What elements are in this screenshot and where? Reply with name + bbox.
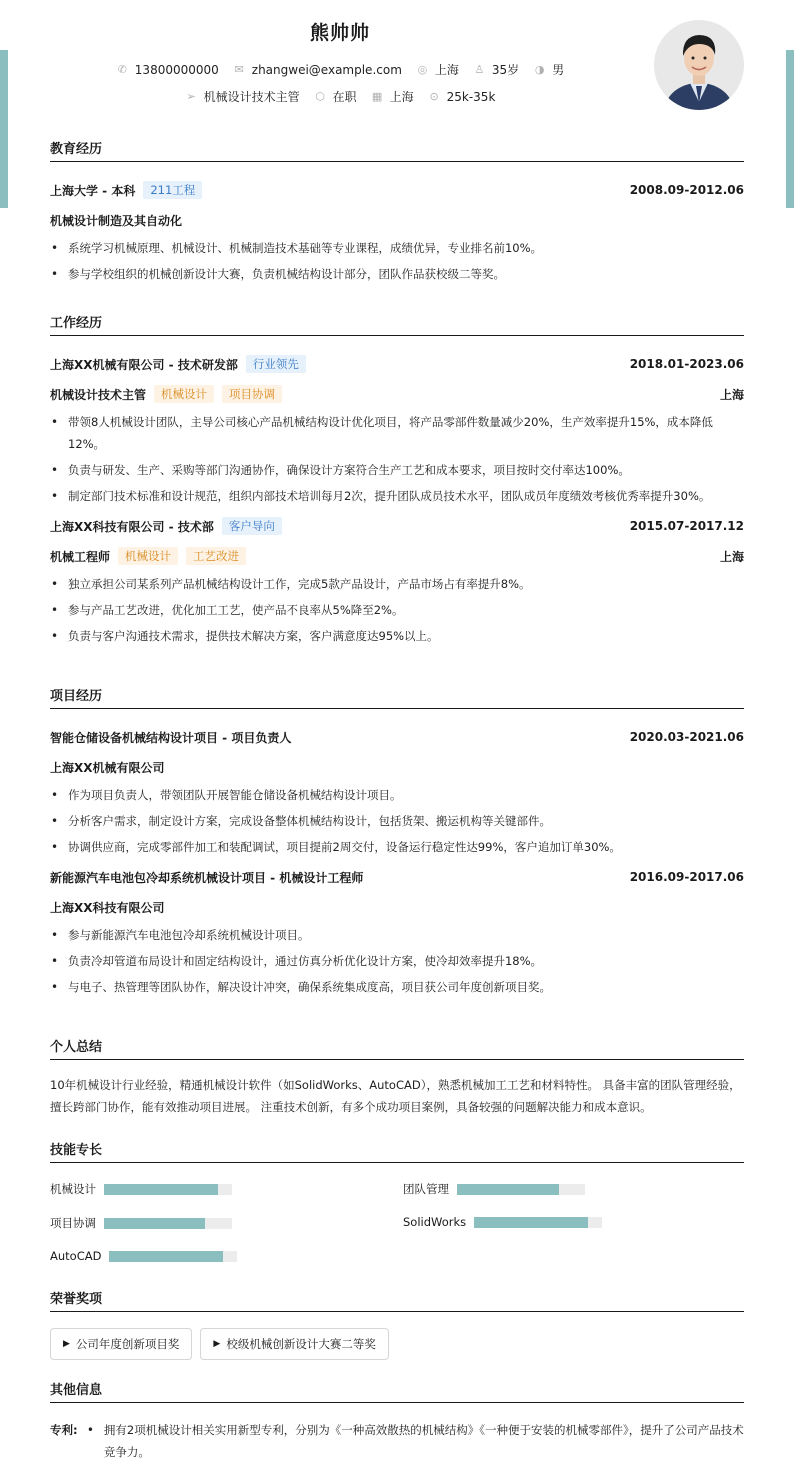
project-company-row xyxy=(50,896,744,918)
list-item: • 系统学习机械原理、机械设计、机械制造技术基础等专业课程，成绩优异，专业排名前10%。 xyxy=(50,237,744,259)
city-text: 上海 xyxy=(434,63,459,77)
summary-section xyxy=(50,1037,744,1118)
mail-icon: ✉ xyxy=(234,63,244,76)
school-name: 上海大学 - 本科 xyxy=(50,183,136,198)
skill-name: 团队管理 xyxy=(403,1182,449,1196)
avatar xyxy=(654,20,744,110)
list-item: • 参与学校组织的机械创新设计大赛，负责机械结构设计部分，团队作品获校级二等奖。 xyxy=(50,263,744,285)
list-item: • 带领8人机械设计团队，主导公司核心产品机械结构设计优化项目，将产品零部件数量减少20%，生产效率提升15%，成本降低12%。 xyxy=(50,411,744,455)
summary-title: 个人总结 xyxy=(50,1037,744,1060)
age-text: 35岁 xyxy=(491,63,520,77)
job-location: 上海 xyxy=(719,387,744,402)
company-tag: 客户导向 xyxy=(222,517,282,535)
major-row xyxy=(50,209,744,231)
skill-bar xyxy=(457,1184,585,1195)
skills-title: 技能专长 xyxy=(50,1140,744,1163)
skill-name: 项目协调 xyxy=(50,1216,96,1230)
role-tag: 机械设计 xyxy=(154,385,214,403)
send-icon: ➢ xyxy=(186,90,196,103)
list-item: • 负责与客户沟通技术需求，提供技术解决方案，客户满意度达95%以上。 xyxy=(50,625,744,647)
patent-label: 专利: xyxy=(50,1423,78,1437)
gender-icon: ◑ xyxy=(534,63,545,76)
other-title: 其他信息 xyxy=(50,1380,744,1403)
job-head xyxy=(50,353,744,375)
candidate-name: 熊帅帅 xyxy=(309,22,370,44)
honor-chip xyxy=(50,1328,192,1360)
skills-grid xyxy=(50,1175,744,1285)
job-role: 机械工程师 xyxy=(50,549,111,564)
project-company: 上海XX机械有限公司 xyxy=(50,760,165,775)
company-name: 上海XX科技有限公司 - 技术部 xyxy=(50,519,214,534)
patent-list xyxy=(86,1419,744,1463)
skill-item xyxy=(403,1181,585,1197)
skill-bar-fill xyxy=(474,1217,588,1228)
job-role: 机械设计技术主管 xyxy=(50,387,147,402)
role-tag: 项目协调 xyxy=(222,385,282,403)
project-period: 2020.03-2021.06 xyxy=(629,730,744,744)
work-section xyxy=(50,313,744,647)
skill-bar-fill xyxy=(457,1184,559,1195)
skill-item xyxy=(50,1215,232,1231)
skill-item xyxy=(403,1215,602,1229)
job-role-row xyxy=(50,383,744,405)
project-company: 上海XX科技有限公司 xyxy=(50,900,165,915)
honor-chip xyxy=(200,1328,388,1360)
honors-title: 荣誉奖项 xyxy=(50,1289,744,1312)
project-bullets xyxy=(50,784,744,858)
skills-section xyxy=(50,1140,744,1285)
honor-text: 校级机械创新设计大赛二等奖 xyxy=(226,1337,376,1351)
phone-icon: ✆ xyxy=(117,63,127,76)
summary-text: 10年机械设计行业经验，精通机械设计软件（如SolidWorks、AutoCAD），熟悉机械加工工艺和材料特性。 具备丰富的团队管理经验，擅长跨部门协作，能有效推动项目进展。 注重技术创新，有多个成功项目案例，具备较强的问题解决能力和成本意识。 xyxy=(50,1078,741,1114)
status-icon: ⬡ xyxy=(315,90,325,103)
avatar-photo xyxy=(654,20,744,110)
projects-title: 项目经历 xyxy=(50,686,744,709)
skill-name: AutoCAD xyxy=(50,1249,102,1263)
company-tag: 行业领先 xyxy=(246,355,306,373)
list-item: • 参与新能源汽车电池包冷却系统机械设计项目。 xyxy=(50,924,744,946)
job-bullets xyxy=(50,411,744,507)
company-name: 上海XX机械有限公司 - 技术研发部 xyxy=(50,357,238,372)
gender-item xyxy=(533,61,564,78)
job-bullets xyxy=(50,573,744,647)
skill-bar-fill xyxy=(109,1251,223,1262)
building-icon: ▦ xyxy=(371,90,383,103)
list-item: • 协调供应商，完成零部件加工和装配调试，项目提前2周交付，设备运行稳定性达99%，客户追加订单30%。 xyxy=(50,836,744,858)
skill-item xyxy=(50,1249,237,1263)
role-tag: 工艺改进 xyxy=(186,547,246,565)
project-head xyxy=(50,726,744,748)
education-title: 教育经历 xyxy=(50,139,744,162)
skill-bar xyxy=(104,1218,232,1229)
skill-name: 机械设计 xyxy=(50,1182,96,1196)
skill-item xyxy=(50,1181,232,1197)
phone-item xyxy=(116,61,219,78)
job-role-row xyxy=(50,545,744,567)
job-head xyxy=(50,515,744,537)
salary-item xyxy=(428,88,496,105)
honors-list xyxy=(50,1328,744,1360)
list-item: • 制定部门技术标准和设计规范，组织内部技术培训每月2次，提升团队成员技术水平，团队成员年度绩效考核优秀率提升30%。 xyxy=(50,485,744,507)
list-item: • 独立承担公司某系列产品机械结构设计工作，完成5款产品设计，产品市场占有率提升8%。 xyxy=(50,573,744,595)
project-name: 智能仓储设备机械结构设计项目 - 项目负责人 xyxy=(50,730,292,745)
job-period: 2018.01-2023.06 xyxy=(629,357,744,371)
education-head xyxy=(50,179,744,201)
honors-section xyxy=(50,1289,744,1360)
job-location: 上海 xyxy=(719,549,744,564)
email-text: zhangwei@example.com xyxy=(251,62,402,77)
education-bullets xyxy=(50,237,744,285)
position-item xyxy=(185,88,300,105)
list-item: • 参与产品工艺改进，优化加工工艺，使产品不良率从5%降至2%。 xyxy=(50,599,744,621)
target-city-text: 上海 xyxy=(389,90,414,104)
contact-row xyxy=(0,61,680,78)
job-period: 2015.07-2017.12 xyxy=(629,519,744,533)
skill-bar-fill xyxy=(104,1184,218,1195)
other-section xyxy=(50,1380,744,1463)
major-name: 机械设计制造及其自动化 xyxy=(50,213,183,228)
patent-row xyxy=(50,1419,744,1463)
skill-bar xyxy=(474,1217,602,1228)
skill-bar xyxy=(104,1184,232,1195)
resume-header xyxy=(0,0,794,125)
education-period: 2008.09-2012.06 xyxy=(629,183,744,197)
project-bullets xyxy=(50,924,744,998)
work-title: 工作经历 xyxy=(50,313,744,336)
list-item: • 作为项目负责人，带领团队开展智能仓储设备机械结构设计项目。 xyxy=(50,784,744,806)
skill-bar xyxy=(109,1251,237,1262)
city-item xyxy=(416,61,459,78)
skill-name: SolidWorks xyxy=(403,1215,467,1229)
position-text: 机械设计技术主管 xyxy=(203,90,300,104)
intention-row xyxy=(0,88,680,105)
project-period: 2016.09-2017.06 xyxy=(629,870,744,884)
list-item: • 负责冷却管道布局设计和固定结构设计，通过仿真分析优化设计方案，使冷却效率提升18%。 xyxy=(50,950,744,972)
email-item xyxy=(233,61,402,78)
gender-text: 男 xyxy=(552,63,565,77)
play-icon: ▶ xyxy=(213,1339,221,1349)
list-item: • 负责与研发、生产、采购等部门沟通协作，确保设计方案符合生产工艺和成本要求，项目按时交付率达100%。 xyxy=(50,459,744,481)
education-section xyxy=(50,139,744,285)
status-item xyxy=(314,88,357,105)
status-text: 在职 xyxy=(332,90,357,104)
projects-section xyxy=(50,686,744,998)
target-city-item xyxy=(371,88,414,105)
play-icon: ▶ xyxy=(63,1339,70,1349)
phone-text: 13800000000 xyxy=(134,62,219,77)
project-head xyxy=(50,866,744,888)
salary-text: 25k-35k xyxy=(446,89,496,104)
list-item: • 拥有2项机械设计相关实用新型专利，分别为《一种高效散热的机械结构》《一种便于安装的机械零部件》，提升了公司产品技术竞争力。 xyxy=(86,1419,744,1463)
list-item: • 与电子、热管理等团队协作，解决设计冲突，确保系统集成度高，项目获公司年度创新项目奖。 xyxy=(50,976,744,998)
list-item: • 分析客户需求，制定设计方案，完成设备整体机械结构设计，包括货架、搬运机构等关键部件。 xyxy=(50,810,744,832)
project-name: 新能源汽车电池包冷却系统机械设计项目 - 机械设计工程师 xyxy=(50,870,364,885)
project-company-row xyxy=(50,756,744,778)
location-icon: ◎ xyxy=(417,63,428,76)
salary-icon: ⊙ xyxy=(429,90,439,103)
age-icon: ♙ xyxy=(474,63,485,76)
school-tag: 211工程 xyxy=(143,181,202,199)
age-item xyxy=(473,61,519,78)
honor-text: 公司年度创新项目奖 xyxy=(75,1337,180,1351)
skill-bar-fill xyxy=(104,1218,205,1229)
role-tag: 机械设计 xyxy=(118,547,178,565)
